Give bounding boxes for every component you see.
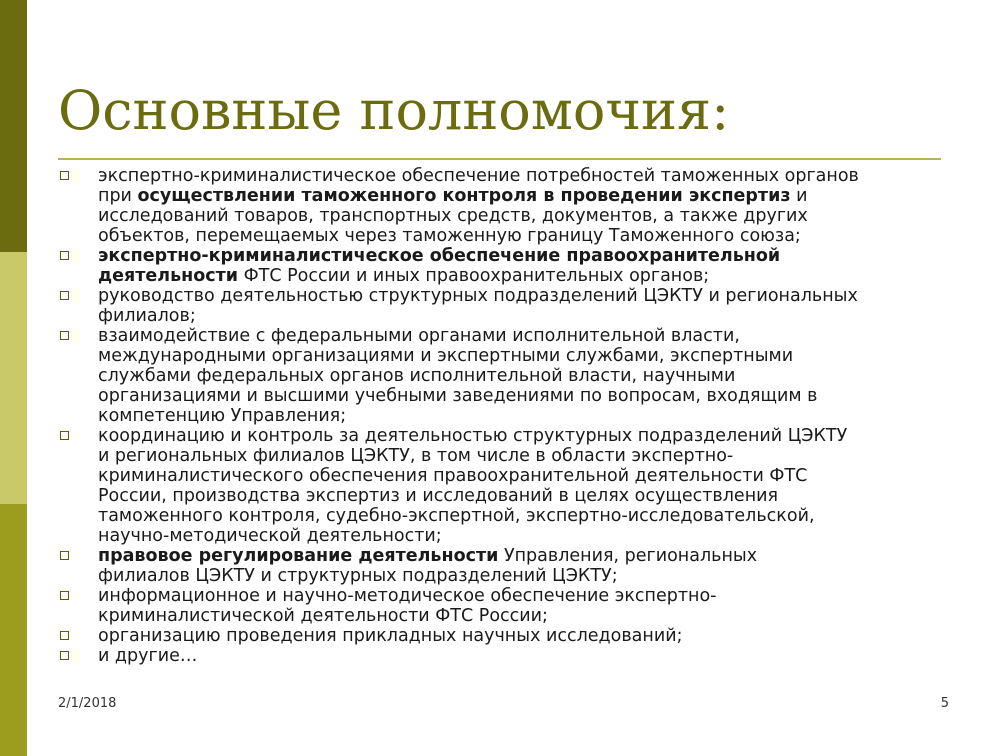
bullet-text: взаимодействие с федеральными органами исполнительной власти, — [98, 326, 740, 346]
bullet-list — [58, 166, 958, 666]
bullet-line — [98, 386, 958, 406]
bullet-text: организацию проведения прикладных научных исследований; — [98, 626, 683, 646]
bullet-text: информационное и научно-методическое обеспечение экспертно- — [98, 586, 717, 606]
bullet-line — [98, 366, 958, 386]
bullet-text-bold: деятельности — [98, 266, 239, 286]
bullet-line — [98, 326, 958, 346]
bullet-line — [98, 626, 958, 646]
bullet-text: координацию и контроль за деятельностью структурных подразделений ЦЭКТУ — [98, 426, 848, 446]
bullet-text: руководство деятельностью структурных подразделений ЦЭКТУ и региональных — [98, 286, 858, 306]
bullet-line — [98, 206, 958, 226]
bullet-text: филиалов; — [98, 306, 196, 326]
bullet-line — [98, 286, 958, 306]
bullet-text: службами федеральных органов исполнительной власти, научными — [98, 366, 736, 386]
bullet-line — [98, 586, 958, 606]
square-bullet-icon — [60, 631, 69, 640]
bullet-line — [98, 426, 958, 446]
bullet-text: компетенцию Управления; — [98, 406, 347, 426]
bullet-text: и другие… — [98, 646, 198, 666]
bullet-item — [58, 326, 958, 426]
bullet-line — [98, 506, 958, 526]
bullet-line — [98, 446, 958, 466]
bullet-text: объектов, перемещаемых через таможенную границу Таможенного союза; — [98, 226, 801, 246]
square-bullet-icon — [60, 291, 69, 300]
bullet-item — [58, 166, 958, 246]
bullet-item — [58, 286, 958, 326]
bullet-line — [98, 526, 958, 546]
bullet-text-bold: осуществлении таможенного контроля в проведении экспертиз — [137, 186, 791, 206]
bullet-text: России, производства экспертиз и исследований в целях осуществления — [98, 486, 779, 506]
bullet-line — [98, 406, 958, 426]
bullet-text: филиалов ЦЭКТУ и структурных подразделений ЦЭКТУ; — [98, 566, 618, 586]
bullet-line — [98, 566, 958, 586]
bullet-text: криминалистической деятельности ФТС России; — [98, 606, 548, 626]
sidebar-segment-bottom — [0, 504, 27, 756]
footer-date: 2/1/2018 — [58, 696, 117, 711]
bullet-text: Управления, региональных — [498, 546, 758, 566]
bullet-item — [58, 586, 958, 626]
bullet-text-bold: правовое регулирование деятельности — [98, 546, 499, 566]
title-divider — [58, 158, 941, 160]
square-bullet-icon — [60, 171, 69, 180]
bullet-text: экспертно-криминалистическое обеспечение потребностей таможенных органов — [98, 166, 859, 186]
bullet-line — [98, 606, 958, 626]
bullet-line — [98, 246, 958, 266]
bullet-line — [98, 266, 958, 286]
bullet-text-bold: экспертно-криминалистическое обеспечение правоохранительной — [98, 246, 781, 266]
bullet-line — [98, 226, 958, 246]
bullet-line — [98, 186, 958, 206]
slide-title: Основные полномочия: — [58, 79, 730, 142]
page-number: 5 — [940, 696, 949, 711]
bullet-text: научно-методической деятельности; — [98, 526, 442, 546]
square-bullet-icon — [60, 331, 69, 340]
bullet-text: и региональных филиалов ЦЭКТУ, в том числе в области экспертно- — [98, 446, 734, 466]
bullet-line — [98, 306, 958, 326]
bullet-line — [98, 646, 958, 666]
sidebar-segment-middle — [0, 252, 27, 504]
bullet-text: таможенного контроля, судебно-экспертной, экспертно-исследовательской, — [98, 506, 815, 526]
bullet-text: криминалистического обеспечения правоохранительной деятельности ФТС — [98, 466, 808, 486]
bullet-line — [98, 486, 958, 506]
bullet-text: исследований товаров, транспортных средств, документов, а также других — [98, 206, 808, 226]
sidebar-segment-top — [0, 0, 27, 252]
bullet-text: международными организациями и экспертными службами, экспертными — [98, 346, 794, 366]
square-bullet-icon — [60, 591, 69, 600]
bullet-item — [58, 246, 958, 286]
square-bullet-icon — [60, 551, 69, 560]
square-bullet-icon — [60, 651, 69, 660]
bullet-item — [58, 426, 958, 546]
square-bullet-icon — [60, 431, 69, 440]
bullet-item — [58, 646, 958, 666]
sidebar-accent — [0, 0, 27, 756]
bullet-text: при — [98, 186, 138, 206]
bullet-line — [98, 466, 958, 486]
bullet-text: организациями и высшими учебными заведениями по вопросам, входящим в — [98, 386, 818, 406]
bullet-text: ФТС России и иных правоохранительных органов; — [238, 266, 710, 286]
bullet-item — [58, 626, 958, 646]
bullet-text: и — [790, 186, 808, 206]
square-bullet-icon — [60, 251, 69, 260]
bullet-line — [98, 546, 958, 566]
bullet-item — [58, 546, 958, 586]
bullet-line — [98, 346, 958, 366]
bullet-line — [98, 166, 958, 186]
